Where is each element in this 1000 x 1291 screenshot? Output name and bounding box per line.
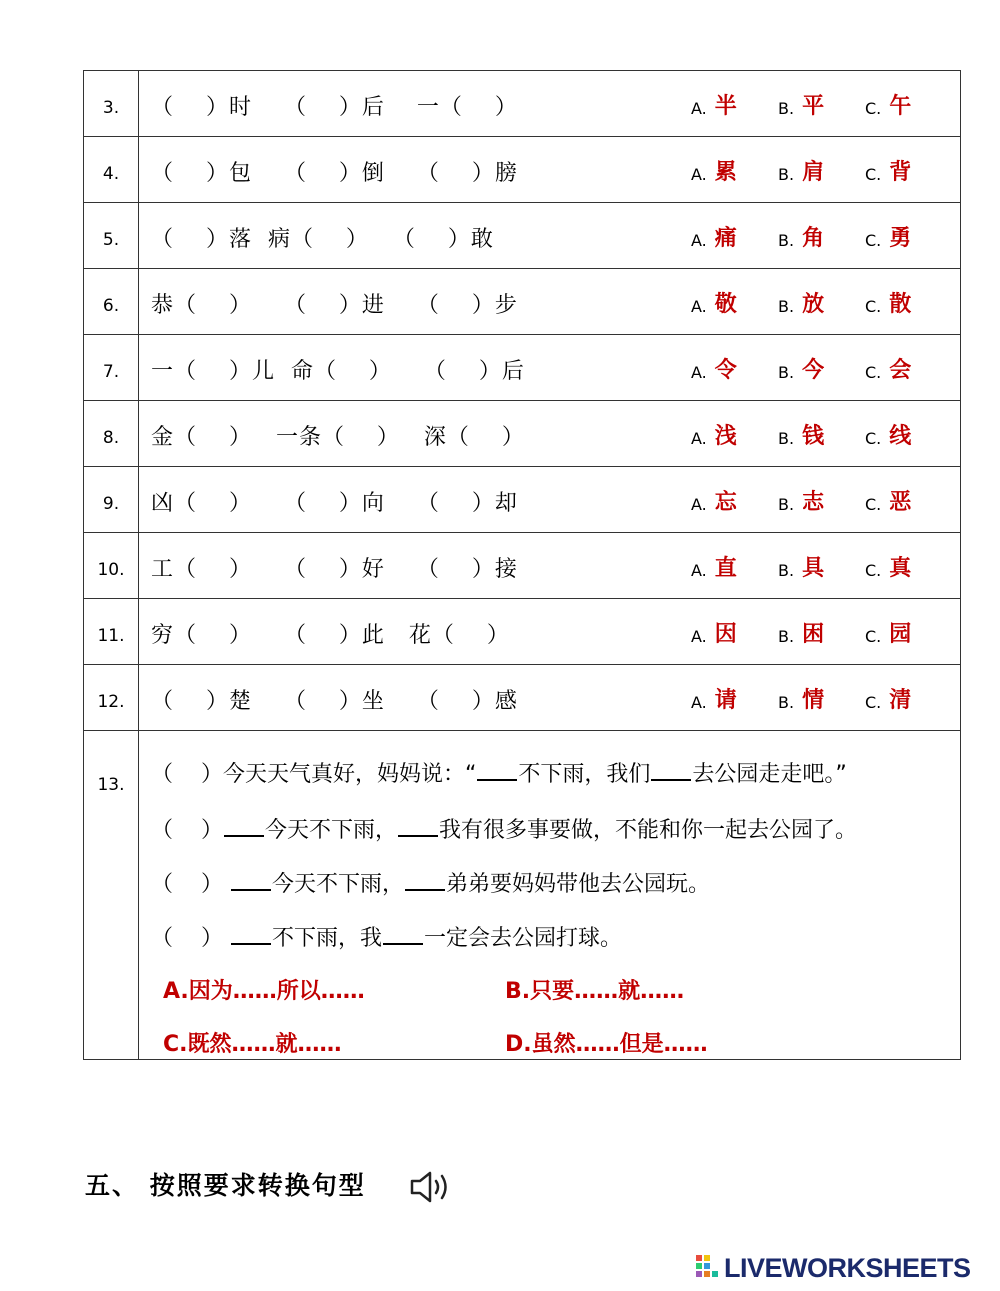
answer-parenthesis[interactable]: （ ） xyxy=(151,872,223,897)
sentence-1: （ ）今天天气真好，妈妈说：“ 不下雨，我们 去公园走走吧。” xyxy=(151,762,847,787)
question-row xyxy=(84,467,961,533)
blank[interactable] xyxy=(231,942,271,945)
option-a[interactable]: A. 因 xyxy=(691,622,737,647)
footer-brand: LIVEWORKSHEETS xyxy=(724,1253,971,1283)
option-a[interactable]: A. 浅 xyxy=(691,424,737,449)
question-number: 4. xyxy=(84,137,139,203)
option-c[interactable]: C. 背 xyxy=(865,160,912,185)
question-content xyxy=(139,71,961,137)
question-number: 8. xyxy=(84,401,139,467)
answer-options xyxy=(691,353,952,384)
option-b[interactable]: B. 情 xyxy=(778,688,825,713)
question-row xyxy=(84,269,961,335)
question-number: 6. xyxy=(84,269,139,335)
word-blanks[interactable]: 金（ ） 一条（ ） 深（ ） xyxy=(151,425,525,450)
option-a[interactable]: A. 累 xyxy=(691,160,737,185)
word-blanks[interactable]: 一（ ）儿 命（ ） （ ）后 xyxy=(151,359,525,384)
option-a[interactable]: A. 请 xyxy=(691,688,737,713)
question-content xyxy=(139,599,961,665)
word-blanks[interactable]: 恭（ ） （ ）进 （ ）步 xyxy=(151,293,518,318)
question-row xyxy=(84,335,961,401)
option-c[interactable]: C. 真 xyxy=(865,556,912,581)
question-row xyxy=(84,71,961,137)
question-number: 13. xyxy=(84,731,139,1060)
answer-options xyxy=(691,287,952,318)
option-b[interactable]: B. 角 xyxy=(778,226,825,251)
answer-options xyxy=(691,221,952,252)
option-c[interactable]: C. 午 xyxy=(865,94,912,119)
speaker-icon[interactable] xyxy=(408,1170,456,1204)
option-b[interactable]: B. 今 xyxy=(778,358,825,383)
blank[interactable] xyxy=(477,778,517,781)
sentence-4: （ ） 不下雨，我 一定会去公园打球。 xyxy=(151,926,623,951)
question-row xyxy=(84,137,961,203)
option-b[interactable]: B. 困 xyxy=(778,622,825,647)
option-a[interactable]: A. 忘 xyxy=(691,490,737,515)
question-content xyxy=(139,203,961,269)
blank[interactable] xyxy=(383,942,423,945)
answer-options xyxy=(691,419,952,450)
question-number: 12. xyxy=(84,665,139,731)
sentence-2: （ ） 今天不下雨， 我有很多事要做，不能和你一起去公园了。 xyxy=(151,818,858,843)
answer-options xyxy=(691,155,952,186)
option-b[interactable]: B. 平 xyxy=(778,94,825,119)
question-number: 9. xyxy=(84,467,139,533)
sentence-3: （ ） 今天不下雨， 弟弟要妈妈带他去公园玩。 xyxy=(151,872,711,897)
question-content xyxy=(139,269,961,335)
question-content xyxy=(139,467,961,533)
option-a[interactable]: A. 直 xyxy=(691,556,737,581)
option-b[interactable]: B. 放 xyxy=(778,292,825,317)
question-content xyxy=(139,401,961,467)
option-a[interactable]: A. 半 xyxy=(691,94,737,119)
answer-parenthesis[interactable]: （ ） xyxy=(151,818,223,843)
option-b[interactable]: B. 肩 xyxy=(778,160,825,185)
word-blanks[interactable]: 穷（ ） （ ）此 花（ ） xyxy=(151,623,510,648)
exercise-table xyxy=(83,70,961,1060)
question-row xyxy=(84,533,961,599)
question-row xyxy=(84,665,961,731)
question-content xyxy=(139,335,961,401)
question-row-13 xyxy=(84,731,961,1060)
blank[interactable] xyxy=(651,778,691,781)
answer-options xyxy=(691,89,952,120)
answer-parenthesis[interactable]: （ ） xyxy=(151,926,223,951)
option-c[interactable]: C. 清 xyxy=(865,688,912,713)
option-a[interactable]: A. 敬 xyxy=(691,292,737,317)
question-content xyxy=(139,137,961,203)
answer-options xyxy=(691,683,952,714)
question-content xyxy=(139,533,961,599)
question-content xyxy=(139,665,961,731)
answer-parenthesis[interactable]: （ ） xyxy=(151,762,223,787)
word-blanks[interactable]: （ ）楚 （ ）坐 （ ）感 xyxy=(151,689,518,714)
option-c[interactable]: C. 线 xyxy=(865,424,912,449)
option-c[interactable]: C. 会 xyxy=(865,358,912,383)
option-c[interactable]: C. 园 xyxy=(865,622,912,647)
option-c[interactable]: C. 恶 xyxy=(865,490,912,515)
blank[interactable] xyxy=(231,888,271,891)
question-13-content xyxy=(139,731,961,1060)
word-blanks[interactable]: （ ）包 （ ）倒 （ ）膀 xyxy=(151,161,518,186)
word-blanks[interactable]: 凶（ ） （ ）向 （ ）却 xyxy=(151,491,518,516)
choice-b: B.只要……就…… xyxy=(505,979,685,1004)
word-blanks[interactable]: （ ）时 （ ）后 一（ ） xyxy=(151,95,518,120)
option-c[interactable]: C. 勇 xyxy=(865,226,912,251)
choice-d: D.虽然……但是…… xyxy=(505,1032,708,1057)
question-number: 3. xyxy=(84,71,139,137)
section-heading: 五、 按照要求转换句型 xyxy=(85,1171,366,1200)
option-b[interactable]: B. 具 xyxy=(778,556,825,581)
blank[interactable] xyxy=(224,834,264,837)
blank[interactable] xyxy=(405,888,445,891)
answer-options xyxy=(691,551,952,582)
answer-options xyxy=(691,485,952,516)
liveworksheets-logo-icon xyxy=(695,1254,725,1284)
choice-a: A.因为……所以…… xyxy=(163,979,365,1004)
question-number: 7. xyxy=(84,335,139,401)
option-b[interactable]: B. 钱 xyxy=(778,424,825,449)
blank[interactable] xyxy=(398,834,438,837)
word-blanks[interactable]: 工（ ） （ ）好 （ ）接 xyxy=(151,557,518,582)
option-b[interactable]: B. 志 xyxy=(778,490,825,515)
option-a[interactable]: A. 令 xyxy=(691,358,737,383)
option-a[interactable]: A. 痛 xyxy=(691,226,737,251)
question-number: 10. xyxy=(84,533,139,599)
answer-options xyxy=(691,617,952,648)
option-c[interactable]: C. 散 xyxy=(865,292,912,317)
word-blanks[interactable]: （ ）落 病（ ） （ ）敢 xyxy=(151,227,494,252)
choice-c: C.既然……就…… xyxy=(163,1032,342,1057)
question-row xyxy=(84,203,961,269)
question-row xyxy=(84,401,961,467)
question-number: 11. xyxy=(84,599,139,665)
question-number: 5. xyxy=(84,203,139,269)
question-row xyxy=(84,599,961,665)
